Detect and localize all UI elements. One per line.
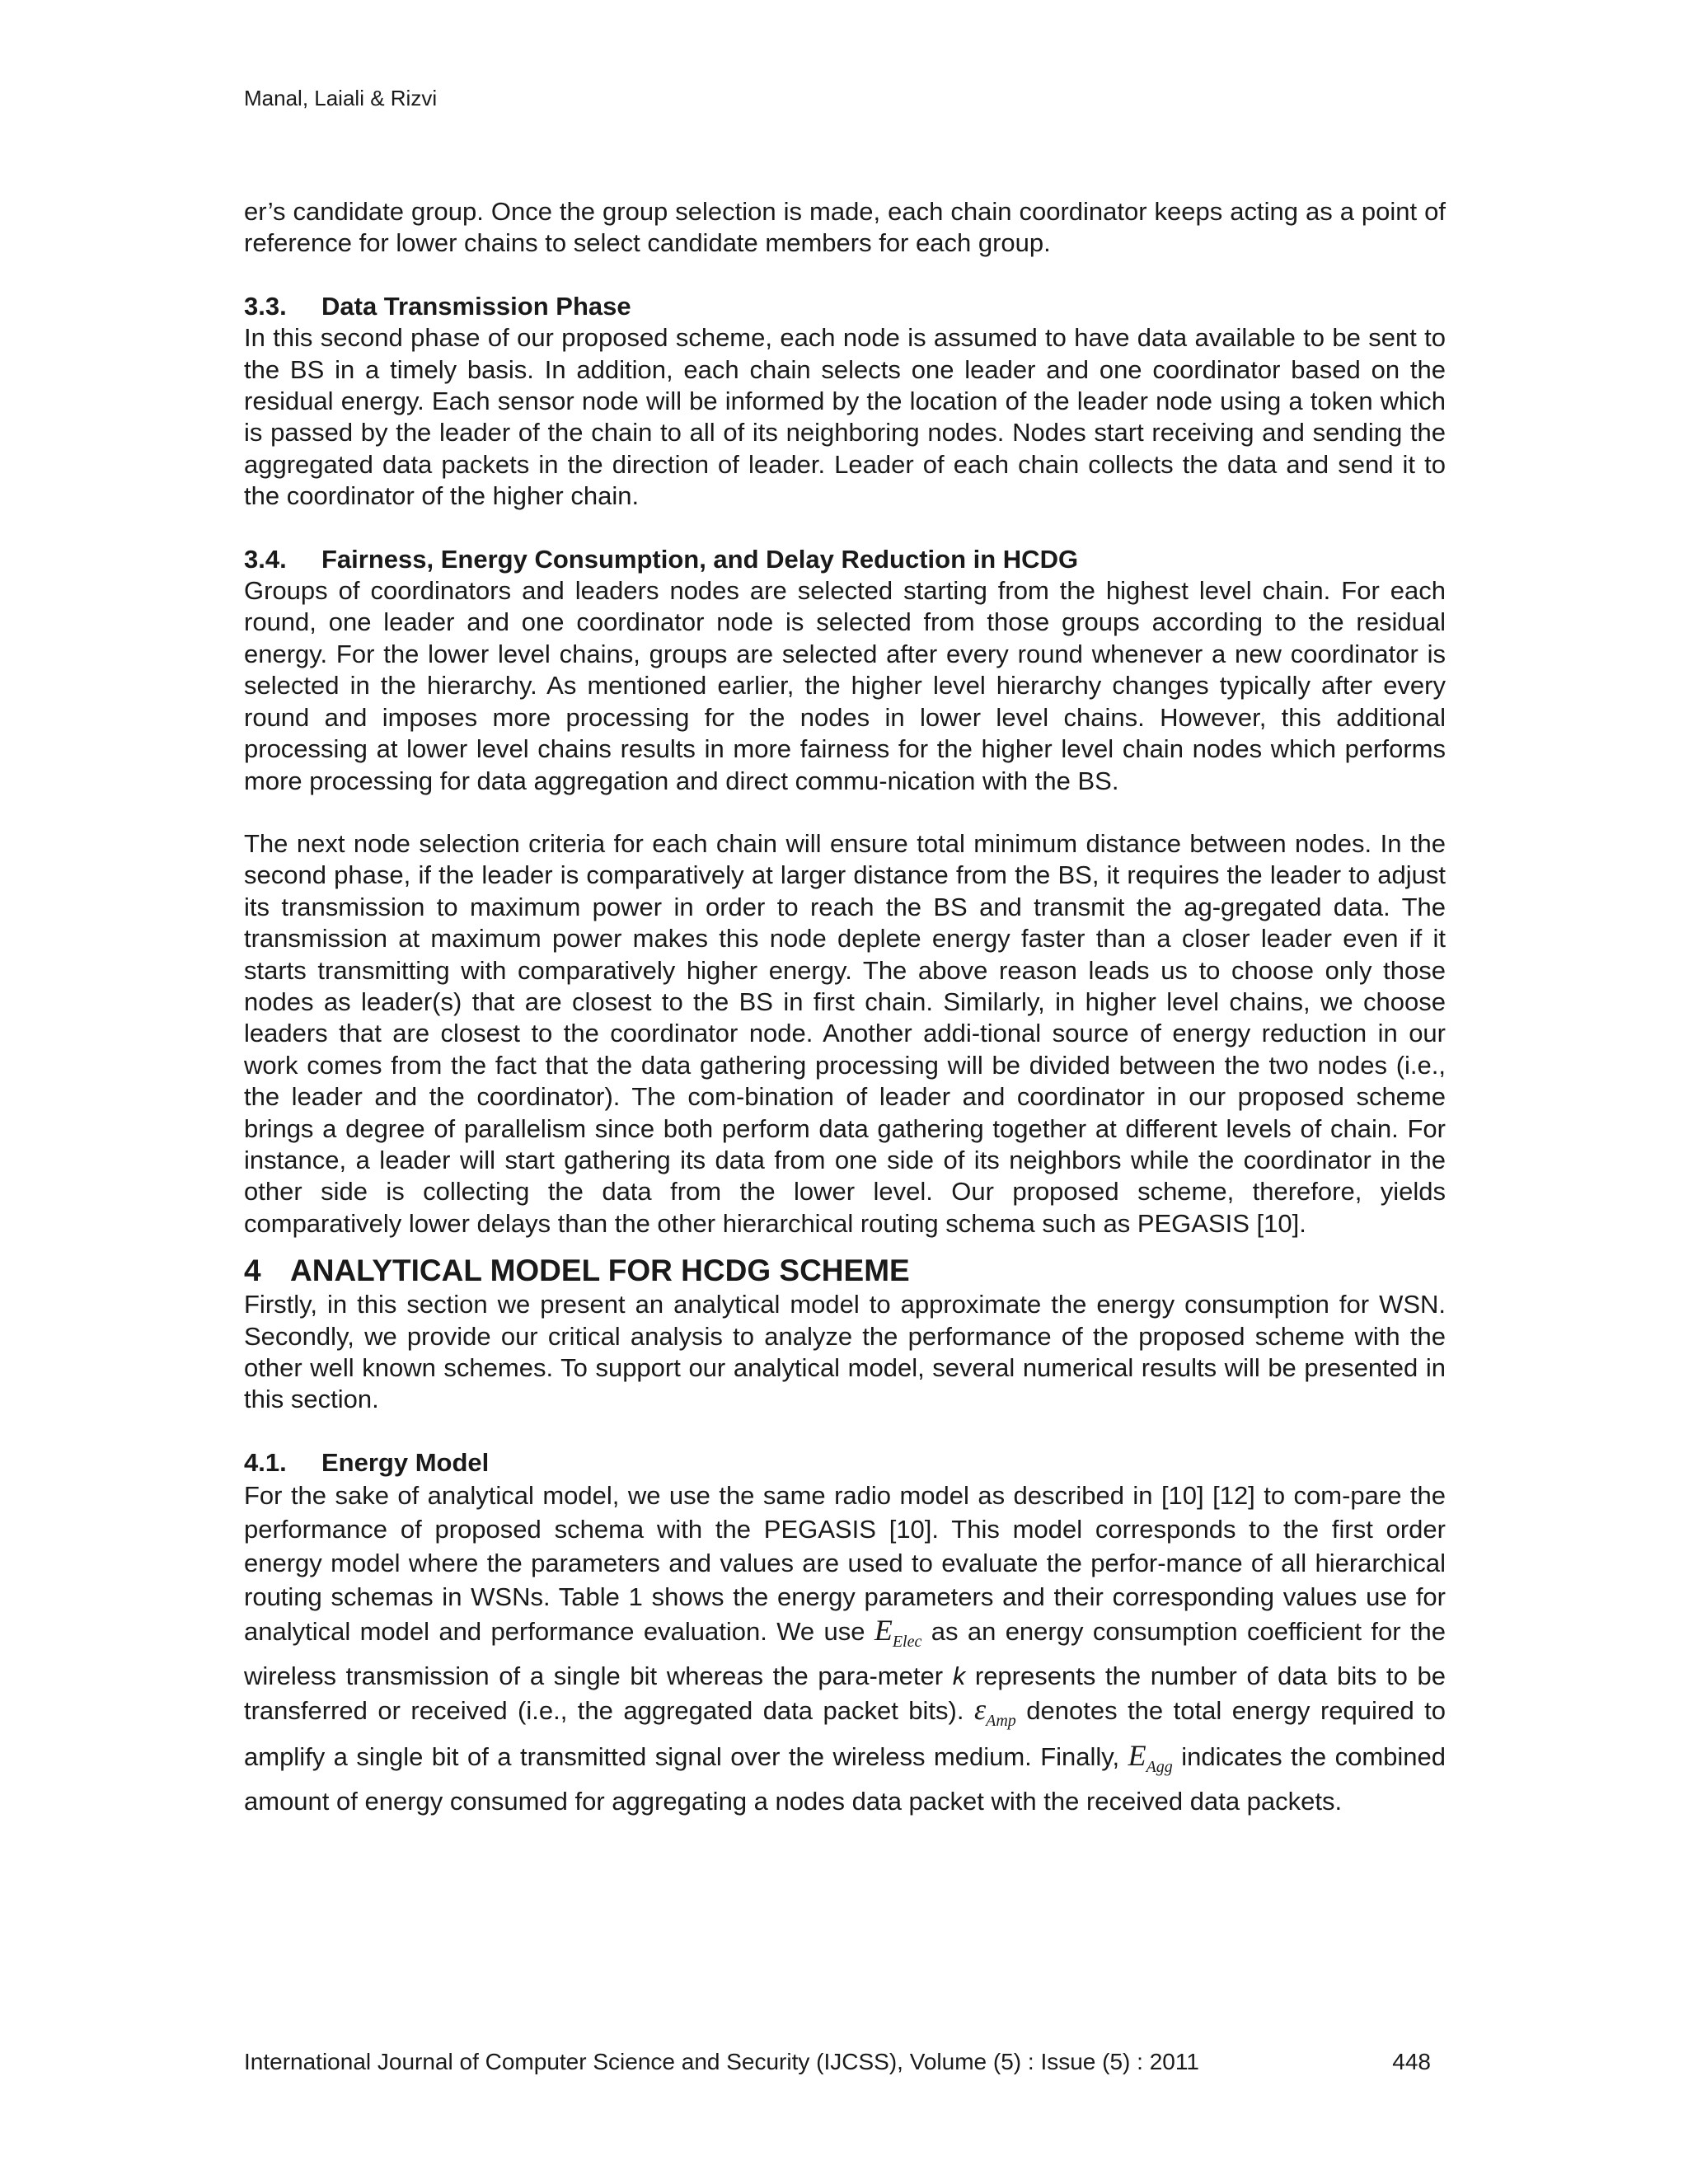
page-body [244,196,1446,1818]
section-3-4-heading [244,544,1446,575]
symbol-base: E [874,1614,893,1647]
intro-paragraph: er’s candidate group. Once the group selection is made, each chain coordinator keeps acting as a point of reference for lower chains to select candidate members for each group. [244,197,1446,258]
e-elec-symbol [874,1614,922,1652]
text-run: represents the number of data bits to be transferred or received (i.e., the aggregated data packet bits). [244,1661,1446,1726]
section-4-heading [244,1253,1446,1289]
section-number: 4.1. [244,1447,287,1477]
section-number: 3.3. [244,291,287,321]
section-3-3-paragraph: In this second phase of our proposed scheme, each node is assumed to have data available to be sent to the BS in a timely basis. In addition, each chain selects one leader and one coordinator based on the residual energy. Each sensor node will be informed by the location of the leader node using a token which is passed by the leader of the chain to all of its neighboring nodes. Nodes start receiving and sending the aggregated data packets in the direction of leader. Leader of each chain collects the data and send it to the coordinator of the higher chain. [244,323,1446,511]
section-3-3-heading [244,291,1446,322]
text-run: For the sake of analytical model, we use the same radio model as described in [10] [12] to com-pare the performance of proposed schema with the PEGASIS [10]. This model corresponds to the first order energy model where the parameters and values are used to evaluate the perfor-mance of all hierarchical routing schemas in WSNs. Table 1 shows the energy parameters and their corresponding values use for analytical model and performance evaluation. We use [244,1481,1446,1647]
symbol-base: ε [973,1693,987,1727]
section-3-4-paragraph-1: Groups of coordinators and leaders nodes are selected starting from the highest level chain. For each round, one leader and one coordinator node is selected from those groups according to the residual energy. For the lower level chains, groups are selected after every round whenever a new coordinator is selected in the hierarchy. As mentioned earlier, the higher level hierarchy changes typically after every round and imposes more processing for the nodes in lower level chains. However, this additional processing at lower level chains results in more fairness for the higher level chain nodes which performs more processing for data aggregation and direct commu-nication with the BS. [244,576,1446,795]
section-title: Fairness, Energy Consumption, and Delay Reduction in HCDG [321,544,1079,574]
section-4-paragraph: Firstly, in this section we present an analytical model to approximate the energy consumption for WSN. Secondly, we provide our critical analysis to analyze the performance of the proposed scheme with the other well known schemes. To support our analytical model, several numerical results will be presented in this section. [244,1290,1446,1414]
symbol-subscript: Elec [892,1633,922,1652]
journal-citation: International Journal of Computer Science and Security (IJCSS), Volume (5) : Issue (5) : 2011 [244,2049,1199,2074]
k-variable: k [952,1661,966,1691]
e-agg-symbol [1128,1738,1173,1776]
page-footer [244,2049,1431,2075]
symbol-base: E [1128,1738,1146,1772]
section-4-1-paragraph [244,1479,1446,1818]
symbol-subscript: Agg [1146,1757,1173,1776]
text-run: indicates the combined amount of energy consumed for aggregating a nodes data packet with the received data packets. [244,1741,1447,1816]
running-head: Manal, Laiali & Rizvi [244,86,438,110]
section-3-4-paragraph-2: The next node selection criteria for each chain will ensure total minimum distance between nodes. In the second phase, if the leader is comparatively at larger distance from the BS, it requires the leader to adjust its transmission to maximum power in order to reach the BS and transmit the ag-gregated data. The transmission at maximum power makes this node deplete energy faster than a closer leader even if it starts transmitting with comparatively higher energy. The above reason leads us to choose only those nodes as leader(s) that are closest to the BS in first chain. Similarly, in higher level chains, we choose leaders that are closest to the coordinator node. Another addi-tional source of energy reduction in our work comes from the fact that the data gathering processing will be divided between the two nodes (i.e., the leader and the coordinator). The com-bination of leader and coordinator in our proposed scheme brings a degree of parallelism since both perform data gathering together at different levels of chain. For instance, a leader will start gathering its data from one side of its neighbors while the coordinator in the other side is collecting the data from the lower level. Our proposed scheme, therefore, yields comparatively lower delays than the other hierarchical routing schema such as PEGASIS [10]. [244,828,1446,1238]
section-4-1-heading [244,1447,1446,1479]
text-run: as an energy consumption coefficient for the wireless transmission of a single bit whereas the para-meter [244,1617,1446,1691]
section-title: ANALYTICAL MODEL FOR HCDG SCHEME [290,1254,910,1288]
section-number: 3.4. [244,544,287,574]
section-title: Data Transmission Phase [321,291,631,321]
section-title: Energy Model [321,1447,490,1477]
symbol-subscript: Amp [986,1712,1016,1731]
page-number: 448 [1392,2049,1431,2074]
section-number: 4 [244,1254,261,1288]
epsilon-amp-symbol [973,1693,1016,1731]
text-run: denotes the total energy required to amplify a single bit of a transmitted signal over the wireless medium. Finally, [244,1696,1447,1771]
